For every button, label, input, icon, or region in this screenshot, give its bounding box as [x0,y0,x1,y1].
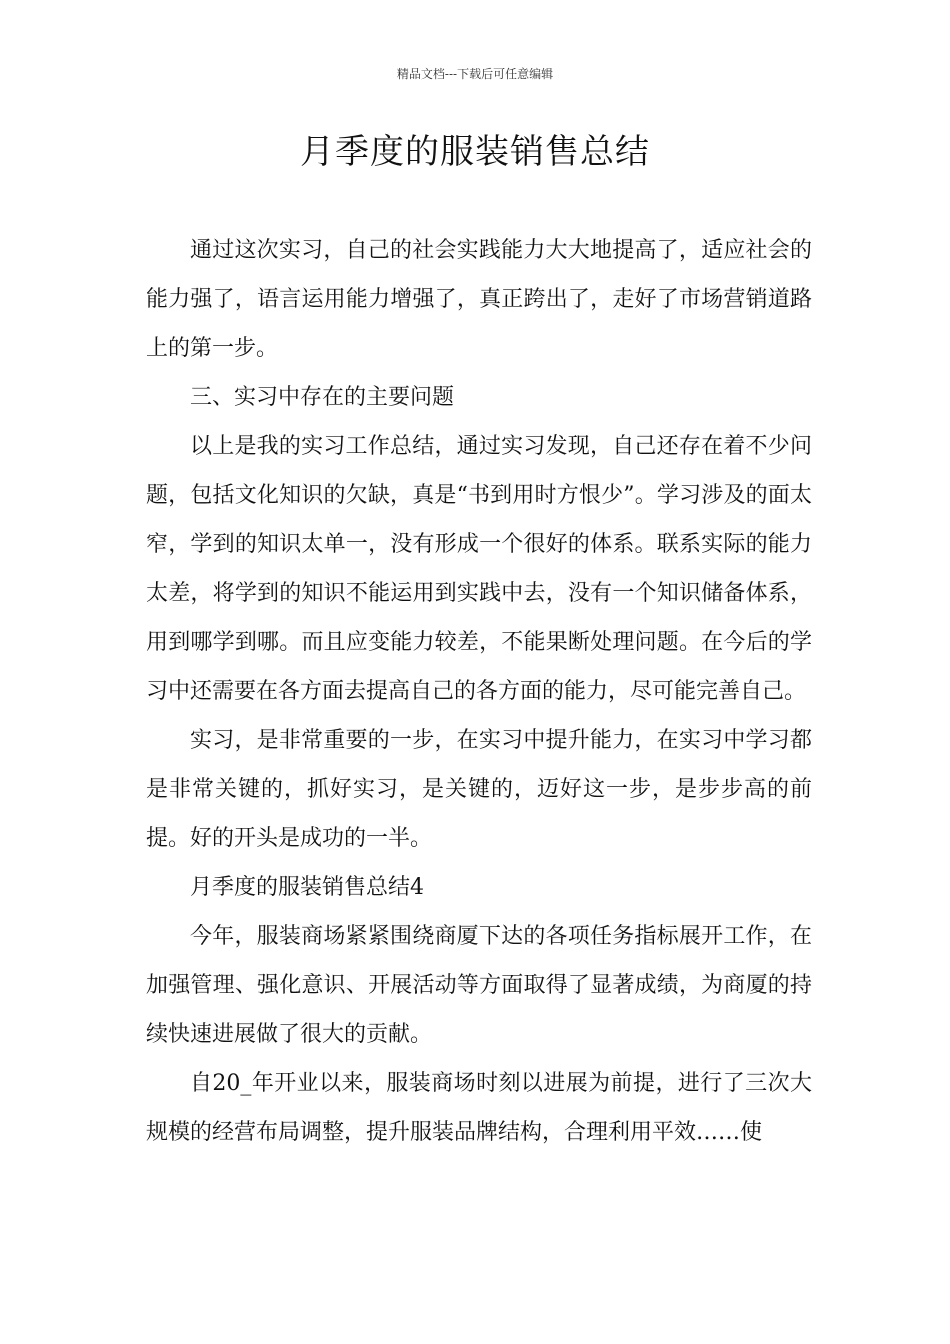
section-heading-problems: 三、实习中存在的主要问题 [190,385,455,410]
page-title: 月季度的服装销售总结 [300,132,650,172]
paragraph-achievements: 今年，服装商场紧紧围绕商厦下达的各项任务指标展开工作，在加强管理、强化意识、开展活动等方面取得了显著成绩，为商厦的持续快速进展做了很大的贡献。 [146,924,812,1047]
paragraph-development: 自20_年开业以来，服装商场时刻以进展为前提，进行了三次大规模的经营布局调整，提升服装品牌结构，合理利用平效……使 [146,1071,812,1145]
paragraph-problems: 以上是我的实习工作总结，通过实习发现，自己还存在着不少问题，包括文化知识的欠缺，真是“书到用时方恨少”。学习涉及的面太窄，学到的知识太单一，没有形成一个很好的体系。联系实际的能力太差，将学到的知识不能运用到实践中去，没有一个知识储备体系，用到哪学到哪。而且应变能力较差，不能果断处理问题。在今后的学习中还需要在各方面去提高自己的各方面的能力，尽可能完善自己。 [146,434,812,704]
paragraph-importance: 实习，是非常重要的一步，在实习中提升能力，在实习中学习都是非常关键的，抓好实习，是关键的，迈好这一步，是步步高的前提。好的开头是成功的一半。 [146,728,812,851]
section-heading-summary-4: 月季度的服装销售总结4 [190,875,424,900]
page-header: 精品文档---下载后可任意编辑 [396,67,554,81]
document-body [146,226,812,1157]
paragraph-internship-gains: 通过这次实习，自己的社会实践能力大大地提高了，适应社会的能力强了，语言运用能力增强了，真正跨出了，走好了市场营销道路上的第一步。 [146,238,812,361]
